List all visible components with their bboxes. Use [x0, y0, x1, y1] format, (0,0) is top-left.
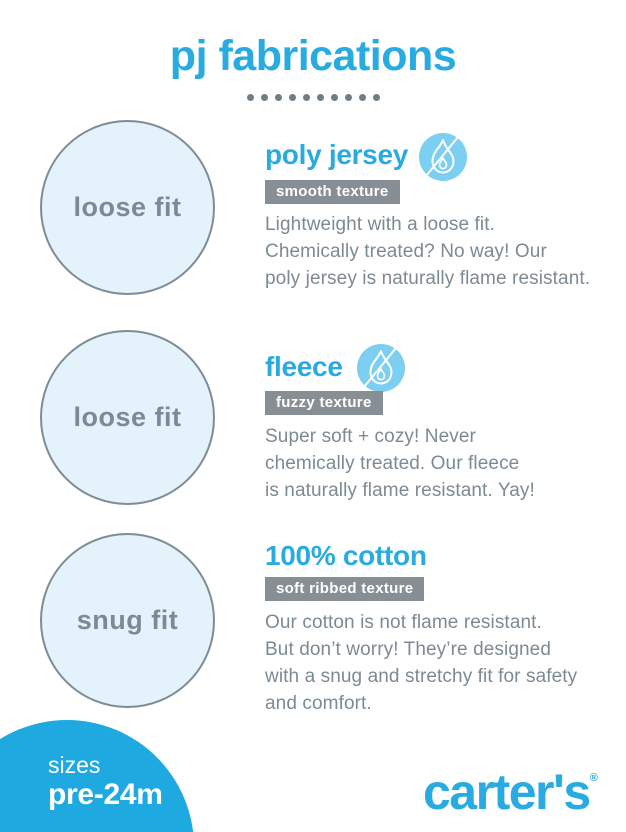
brand-wordmark: carter's	[423, 764, 590, 820]
dot	[373, 94, 380, 101]
fit-circle-fleece	[40, 330, 215, 505]
dot	[359, 94, 366, 101]
fit-label: loose fit	[73, 402, 182, 432]
dot	[289, 94, 296, 101]
sizes-label: sizes	[48, 752, 101, 778]
section-description	[265, 423, 535, 504]
description-line: with a snug and stretchy fit for safety	[265, 666, 578, 687]
description-line: Chemically treated? No way! Our	[265, 241, 547, 262]
section-title-fleece: fleece	[265, 351, 343, 382]
description-line: is naturally flame resistant. Yay!	[265, 480, 535, 501]
fit-circle-cotton	[40, 533, 215, 708]
section-description	[265, 609, 577, 717]
description-line: But don’t worry! They’re designed	[265, 639, 551, 660]
dot	[331, 94, 338, 101]
registered-trademark-symbol: ®	[589, 772, 598, 784]
fit-label: snug fit	[76, 605, 179, 635]
fit-circle-poly-jersey	[40, 120, 215, 295]
dot	[275, 94, 282, 101]
description-line: and comfort.	[265, 693, 372, 714]
section-title-cotton: 100% cotton	[265, 540, 427, 571]
sizes-value: pre-24m	[48, 778, 163, 811]
texture-badge: smooth texture	[265, 180, 400, 204]
texture-badge: fuzzy texture	[265, 391, 383, 415]
page-title: pj fabrications	[169, 32, 457, 80]
flame-resistant-icon	[357, 344, 405, 392]
description-line: Lightweight with a loose fit.	[265, 214, 495, 235]
section-description	[265, 211, 590, 292]
dot	[303, 94, 310, 101]
description-line: chemically treated. Our fleece	[265, 453, 520, 474]
sizes-text	[48, 752, 163, 812]
flame-resistant-icon	[419, 133, 467, 181]
dot	[261, 94, 268, 101]
description-line: Our cotton is not flame resistant.	[265, 612, 542, 633]
carters-logo	[423, 763, 598, 821]
section-title-poly-jersey: poly jersey	[265, 139, 409, 170]
dot	[317, 94, 324, 101]
dotted-divider	[0, 93, 626, 101]
dot	[345, 94, 352, 101]
fit-label: loose fit	[73, 192, 182, 222]
texture-badge: soft ribbed texture	[265, 577, 424, 601]
dot	[247, 94, 254, 101]
description-line: Super soft + cozy! Never	[265, 426, 476, 447]
description-line: poly jersey is naturally flame resistant.	[265, 268, 591, 289]
